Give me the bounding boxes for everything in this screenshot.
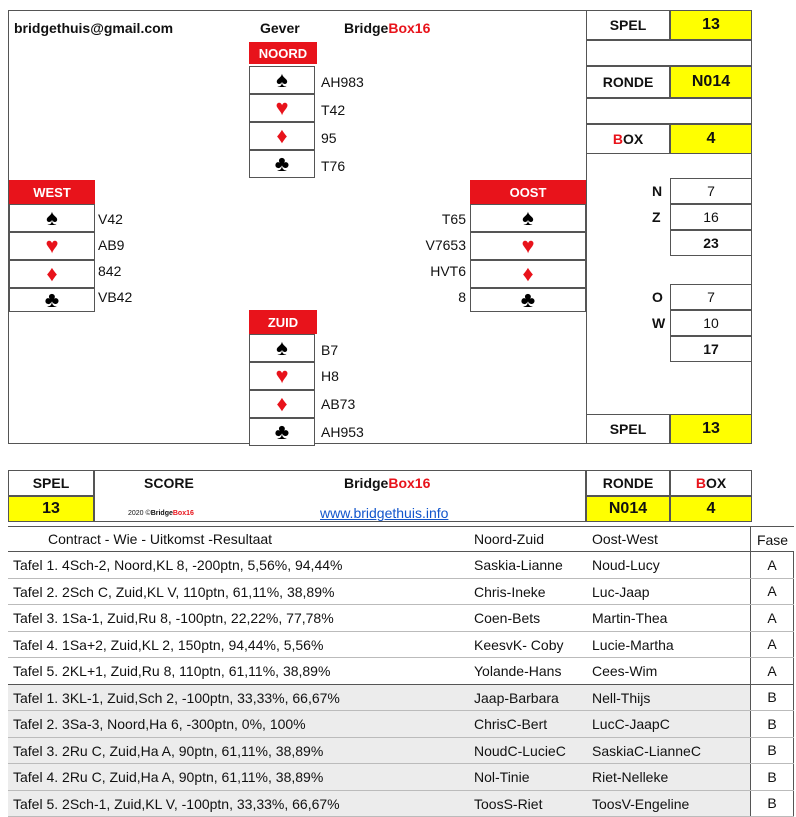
west-hearts: AB9 bbox=[98, 237, 125, 253]
box-label bbox=[586, 124, 670, 154]
copyright-year: 2020 © bbox=[128, 510, 151, 517]
row-contract: Tafel 2. 3Sa-3, Noord,Ha 6, -300ptn, 0%, 100% bbox=[13, 716, 306, 732]
row-fase: A bbox=[750, 605, 794, 631]
table-row bbox=[8, 605, 794, 632]
hand-zuid-label: ZUID bbox=[249, 310, 317, 334]
oost-hearts: V7653 bbox=[425, 237, 466, 253]
west-club-cell bbox=[9, 288, 95, 312]
row-ow: LucC-JaapC bbox=[592, 716, 670, 732]
copyright bbox=[128, 510, 194, 517]
score-brand bbox=[344, 475, 430, 491]
ronde-value: N014 bbox=[670, 66, 752, 98]
noord-diamond-cell bbox=[249, 122, 315, 150]
o-value: 7 bbox=[670, 284, 752, 310]
west-heart-cell bbox=[9, 232, 95, 260]
row-fase: B bbox=[750, 791, 794, 817]
score-spel-label: SPEL bbox=[8, 470, 94, 496]
hand-oost-label: OOST bbox=[470, 180, 586, 204]
copyright-brand-prefix: Bridge bbox=[150, 510, 173, 517]
zuid-club-cell bbox=[249, 418, 315, 446]
copyright-brand-num: 16 bbox=[186, 510, 194, 517]
diamond-icon: ♦ bbox=[522, 261, 534, 286]
score-brand-num: 16 bbox=[414, 475, 431, 491]
zuid-hearts: H8 bbox=[321, 368, 339, 384]
table-row bbox=[8, 552, 794, 579]
row-ow: Riet-Nelleke bbox=[592, 769, 669, 785]
west-spade-cell bbox=[9, 204, 95, 232]
spel-value: 13 bbox=[670, 10, 752, 40]
score-ronde-label: RONDE bbox=[586, 470, 670, 496]
score-box-label bbox=[670, 470, 752, 496]
west-diamonds: 842 bbox=[98, 263, 122, 279]
row-contract: Tafel 5. 2KL+1, Zuid,Ru 8, 110ptn, 61,11%, 38,89% bbox=[13, 663, 331, 679]
row-nz: Coen-Bets bbox=[474, 610, 541, 626]
oost-suits bbox=[470, 204, 586, 312]
west-suits bbox=[9, 204, 95, 312]
table-row bbox=[8, 632, 794, 659]
row-nz: Saskia-Lianne bbox=[474, 557, 563, 573]
club-icon: ♣ bbox=[44, 287, 60, 312]
table-row bbox=[8, 685, 794, 712]
col-contract-header: Contract - Wie - Uitkomst -Resultaat bbox=[48, 531, 273, 547]
noord-spade-cell bbox=[249, 66, 315, 94]
spade-icon: ♠ bbox=[276, 335, 288, 360]
club-icon: ♣ bbox=[274, 419, 290, 444]
zuid-spades: B7 bbox=[321, 342, 339, 358]
oost-diamonds: HVT6 bbox=[430, 263, 466, 279]
row-contract: Tafel 3. 1Sa-1, Zuid,Ru 8, -100ptn, 22,22%, 77,78% bbox=[13, 610, 334, 626]
zuid-suits bbox=[249, 334, 315, 446]
table-row bbox=[8, 738, 794, 765]
ronde-spacer bbox=[586, 98, 752, 124]
box-label-rest: OX bbox=[622, 131, 644, 147]
oost-spades: T65 bbox=[441, 211, 466, 227]
col-ow-header: Oost-West bbox=[592, 531, 658, 547]
oost-clubs: 8 bbox=[458, 289, 466, 305]
row-ow: Luc-Jaap bbox=[592, 583, 650, 600]
zuid-diamond-cell bbox=[249, 390, 315, 418]
row-contract: Tafel 2. 2Sch C, Zuid,KL V, 110ptn, 61,11%, 38,89% bbox=[13, 583, 335, 600]
oost-club-cell bbox=[470, 288, 586, 312]
zuid-spade-cell bbox=[249, 334, 315, 362]
row-contract: Tafel 4. 1Sa+2, Zuid,KL 2, 150ptn, 94,44%, 5,56% bbox=[13, 636, 324, 653]
row-fase: B bbox=[750, 685, 794, 711]
table-row bbox=[8, 791, 794, 817]
results-table bbox=[8, 526, 794, 817]
west-clubs: VB42 bbox=[98, 289, 133, 305]
nz-total: 23 bbox=[670, 230, 752, 256]
table-row bbox=[8, 711, 794, 738]
zuid-clubs: AH953 bbox=[321, 424, 364, 440]
score-box-rest: OX bbox=[705, 475, 727, 491]
noord-hearts: T42 bbox=[321, 102, 346, 118]
ow-total: 17 bbox=[670, 336, 752, 362]
box-label-b: B bbox=[612, 131, 623, 147]
brand-title bbox=[344, 20, 430, 36]
west-diamond-cell bbox=[9, 260, 95, 288]
noord-club-cell bbox=[249, 150, 315, 178]
heart-icon: ♥ bbox=[275, 363, 289, 388]
score-brand-box: Box bbox=[388, 475, 415, 491]
brand-num: 16 bbox=[414, 20, 431, 36]
spel-spacer bbox=[586, 40, 752, 66]
hand-west-label: WEST bbox=[9, 180, 95, 204]
row-fase: B bbox=[750, 764, 794, 790]
z-value: 16 bbox=[670, 204, 752, 230]
spade-icon: ♠ bbox=[46, 205, 58, 230]
w-value: 10 bbox=[670, 310, 752, 336]
score-brand-prefix: Bridge bbox=[344, 475, 389, 491]
row-nz: Jaap-Barbara bbox=[474, 689, 559, 706]
oost-heart-cell bbox=[470, 232, 586, 260]
results-header-row bbox=[8, 526, 794, 552]
score-box-value: 4 bbox=[670, 496, 752, 522]
score-spel-value: 13 bbox=[8, 496, 94, 522]
zuid-diamonds: AB73 bbox=[321, 396, 356, 412]
spade-icon: ♠ bbox=[276, 67, 288, 92]
heart-icon: ♥ bbox=[45, 233, 59, 258]
results-body bbox=[8, 552, 794, 817]
spel-bottom-label: SPEL bbox=[586, 414, 670, 444]
n-value: 7 bbox=[670, 178, 752, 204]
table-row bbox=[8, 658, 794, 685]
diamond-icon: ♦ bbox=[276, 391, 288, 416]
oost-diamond-cell bbox=[470, 260, 586, 288]
spade-icon: ♠ bbox=[522, 205, 534, 230]
oost-spade-cell bbox=[470, 204, 586, 232]
diamond-icon: ♦ bbox=[276, 123, 288, 148]
row-ow: Nell-Thijs bbox=[592, 689, 651, 706]
row-fase: A bbox=[750, 552, 794, 578]
box-value: 4 bbox=[670, 124, 752, 154]
brand-box: Box bbox=[388, 20, 415, 36]
noord-spades: AH983 bbox=[321, 74, 364, 90]
diamond-icon: ♦ bbox=[46, 261, 58, 286]
row-ow: SaskiaC-LianneC bbox=[592, 742, 701, 759]
row-contract: Tafel 1. 4Sch-2, Noord,KL 8, -200ptn, 5,56%, 94,44% bbox=[13, 557, 343, 573]
west-spades: V42 bbox=[98, 211, 123, 227]
row-fase: A bbox=[750, 579, 794, 605]
row-fase: B bbox=[750, 738, 794, 764]
noord-clubs: T76 bbox=[321, 158, 346, 174]
brand-prefix: Bridge bbox=[344, 20, 389, 36]
club-icon: ♣ bbox=[274, 151, 290, 176]
zuid-heart-cell bbox=[249, 362, 315, 390]
ronde-label: RONDE bbox=[586, 66, 670, 98]
table-row bbox=[8, 764, 794, 791]
spel-label: SPEL bbox=[586, 10, 670, 40]
row-nz: ToosS-Riet bbox=[474, 795, 543, 812]
col-fase-header: Fase bbox=[750, 527, 794, 552]
row-fase: B bbox=[750, 711, 794, 737]
website-link[interactable]: www.bridgethuis.info bbox=[320, 505, 449, 521]
o-label: O bbox=[652, 289, 663, 305]
score-ronde-value: N014 bbox=[586, 496, 670, 522]
row-ow: ToosV-Engeline bbox=[592, 795, 690, 812]
email: bridgethuis@gmail.com bbox=[14, 20, 174, 36]
row-ow: Martin-Thea bbox=[592, 610, 668, 626]
heart-icon: ♥ bbox=[275, 95, 289, 120]
col-nz-header: Noord-Zuid bbox=[474, 531, 545, 547]
row-fase: A bbox=[750, 632, 794, 658]
row-ow: Cees-Wim bbox=[592, 663, 658, 679]
row-nz: ChrisC-Bert bbox=[474, 716, 548, 732]
row-nz: NoudC-LucieC bbox=[474, 742, 566, 759]
hand-noord-label: NOORD bbox=[249, 42, 317, 64]
hand-noord bbox=[249, 42, 317, 64]
z-label: Z bbox=[652, 209, 661, 225]
row-ow: Noud-Lucy bbox=[592, 557, 660, 573]
spel-bottom-value: 13 bbox=[670, 414, 752, 444]
row-contract: Tafel 5. 2Sch-1, Zuid,KL V, -100ptn, 33,33%, 66,67% bbox=[13, 795, 340, 812]
row-contract: Tafel 1. 3KL-1, Zuid,Sch 2, -100ptn, 33,33%, 66,67% bbox=[13, 689, 340, 706]
score-box-b: B bbox=[695, 475, 706, 491]
noord-heart-cell bbox=[249, 94, 315, 122]
noord-suits bbox=[249, 66, 315, 178]
row-nz: Nol-Tinie bbox=[474, 769, 530, 785]
row-nz: Yolande-Hans bbox=[474, 663, 562, 679]
row-nz: KeesvK- Coby bbox=[474, 636, 564, 653]
row-ow: Lucie-Martha bbox=[592, 636, 674, 653]
row-nz: Chris-Ineke bbox=[474, 583, 546, 600]
score-title: SCORE bbox=[144, 475, 194, 491]
row-contract: Tafel 3. 2Ru C, Zuid,Ha A, 90ptn, 61,11%, 38,89% bbox=[13, 742, 324, 759]
row-contract: Tafel 4. 2Ru C, Zuid,Ha A, 90ptn, 61,11%, 38,89% bbox=[13, 769, 324, 785]
row-fase: A bbox=[750, 658, 794, 684]
table-row bbox=[8, 579, 794, 606]
w-label: W bbox=[652, 315, 666, 331]
copyright-brand-box: Box bbox=[172, 510, 187, 517]
noord-diamonds: 95 bbox=[321, 130, 337, 146]
club-icon: ♣ bbox=[520, 287, 536, 312]
gever-label: Gever bbox=[260, 20, 300, 36]
n-label: N bbox=[652, 183, 663, 199]
heart-icon: ♥ bbox=[521, 233, 535, 258]
